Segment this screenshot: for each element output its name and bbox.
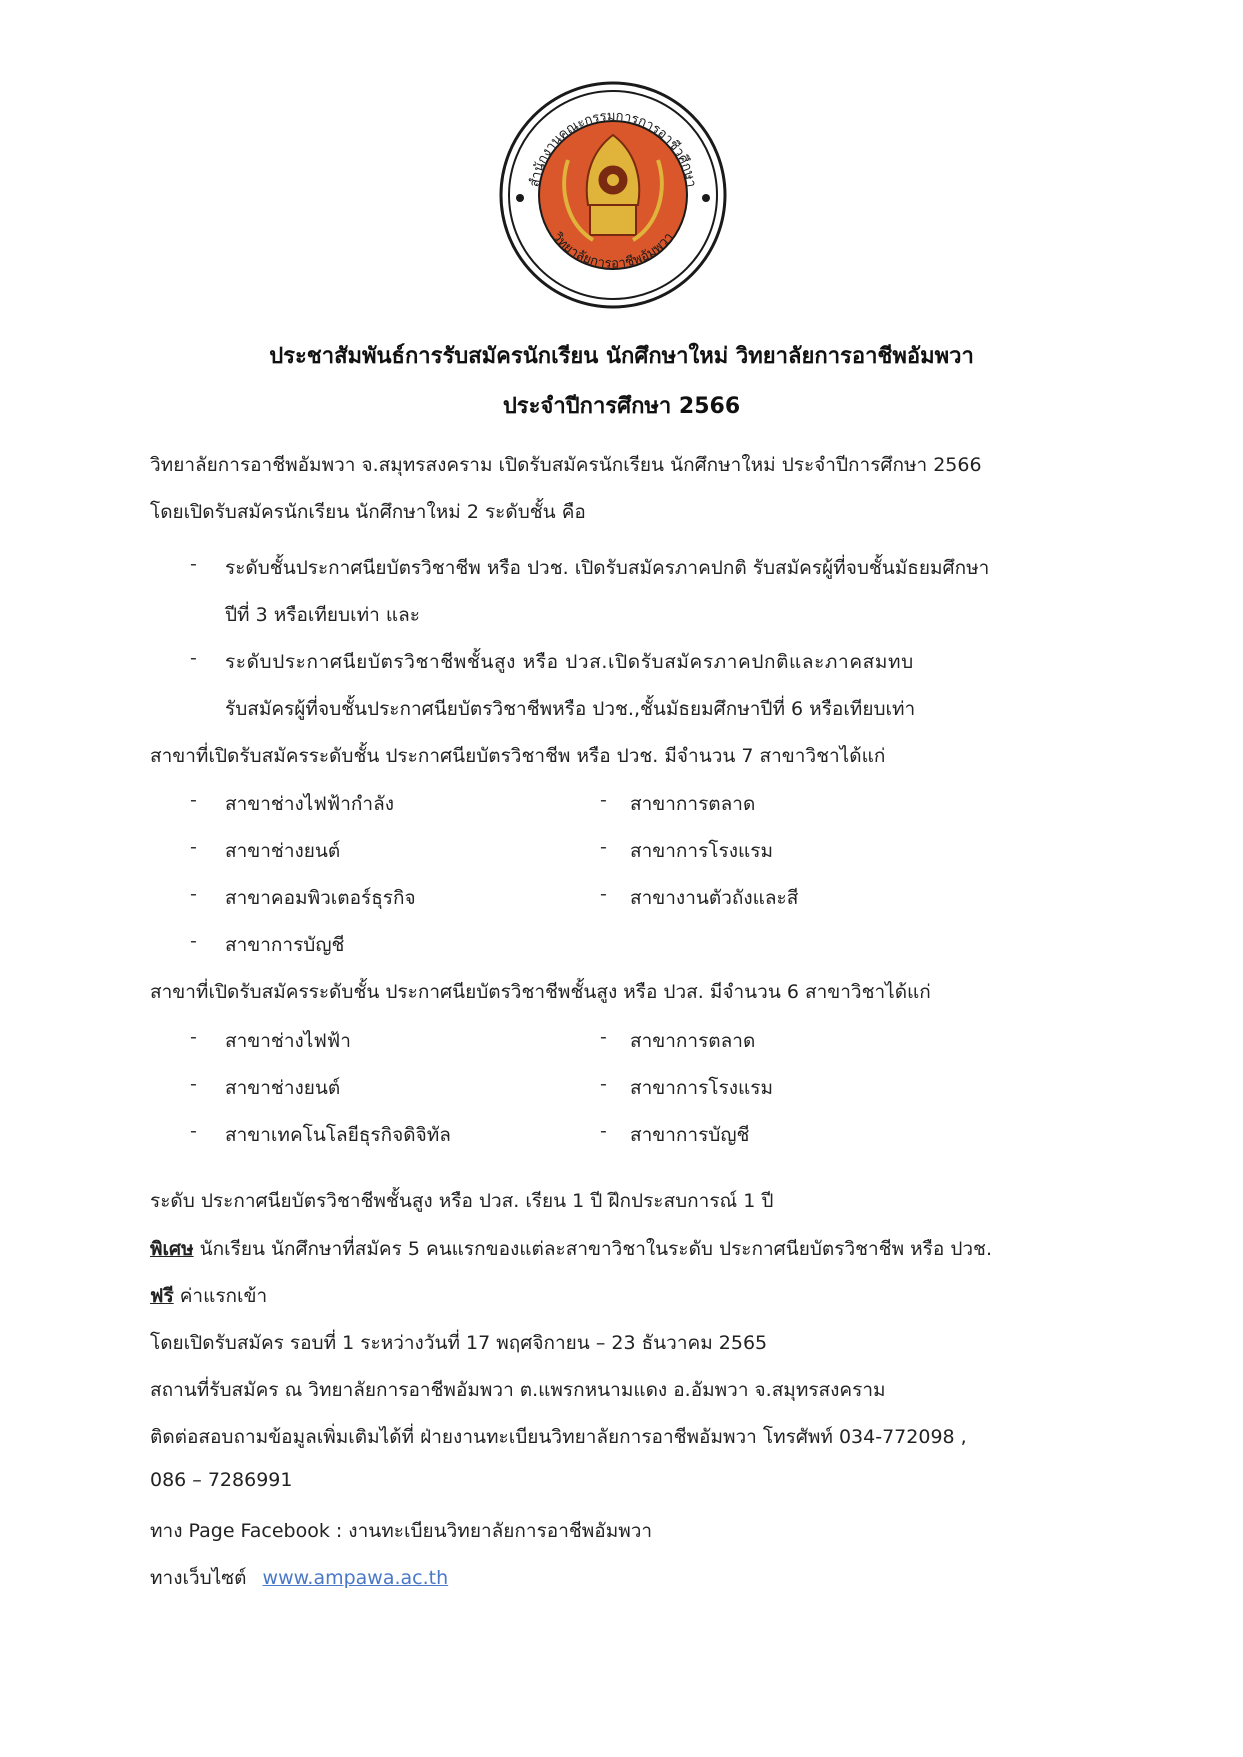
level-pvc-line-1: ระดับชั้นประกาศนียบัตรวิชาชีพ หรือ ปวช. เปิดรับสมัครภาคปกติ รับสมัครผู้ที่จบชั้นมัธยมศึกษา xyxy=(225,557,990,579)
bullet-dash: - xyxy=(190,930,197,952)
pvc-major: สาขาการตลาด xyxy=(630,793,756,815)
special-text: นักเรียน นักศึกษาที่สมัคร 5 คนแรกของแต่ละสาขาวิชาในระดับ ประกาศนียบัตรวิชาชีพ หรือ ปวช. xyxy=(193,1238,992,1260)
pvc-major: สาขาช่างยนต์ xyxy=(225,840,341,862)
free-text: ค่าแรกเข้า xyxy=(173,1285,268,1307)
special-offer xyxy=(150,1234,992,1264)
free-label: ฟรี xyxy=(150,1285,174,1307)
pvs-major: สาขาเทคโนโลยีธุรกิจดิจิทัล xyxy=(225,1124,451,1146)
intro-line-2: โดยเปิดรับสมัครนักเรียน นักศึกษาใหม่ 2 ระดับชั้น คือ xyxy=(150,501,586,523)
facebook-page: ทาง Page Facebook : งานทะเบียนวิทยาลัยการอาชีพอัมพวา xyxy=(150,1520,653,1542)
bullet-dash: - xyxy=(600,789,607,811)
pvc-major: สาขาช่างไฟฟ้ากำลัง xyxy=(225,793,394,815)
bullet-dash: - xyxy=(190,883,197,905)
bullet-dash: - xyxy=(600,1120,607,1142)
pvc-major: สาขาการบัญชี xyxy=(225,934,345,956)
bullet-dash: - xyxy=(600,883,607,905)
bullet-dash: - xyxy=(190,1073,197,1095)
college-emblem xyxy=(498,80,728,310)
level-pvs-line-2: รับสมัครผู้ที่จบชั้นประกาศนียบัตรวิชาชีพหรือ ปวช.,ชั้นมัธยมศึกษาปีที่ 6 หรือเทียบเท่า xyxy=(225,698,916,720)
academic-year-title: ประจำปีการศึกษา 2566 xyxy=(502,394,741,419)
bullet-dash: - xyxy=(190,647,197,669)
bullet-dash: - xyxy=(190,789,197,811)
pvc-major: สาขางานตัวถังและสี xyxy=(630,887,799,909)
intro-line-1: วิทยาลัยการอาชีพอัมพวา จ.สมุทรสงคราม เปิดรับสมัครนักเรียน นักศึกษาใหม่ ประจำปีการศึกษา 2566 xyxy=(150,454,982,476)
pvs-major: สาขาการโรงแรม xyxy=(630,1077,773,1099)
contact-phone-2: 086 – 7286991 xyxy=(150,1469,293,1491)
bullet-dash: - xyxy=(190,1026,197,1048)
level-pvc-line-2: ปีที่ 3 หรือเทียบเท่า และ xyxy=(225,604,420,626)
bullet-dash: - xyxy=(600,836,607,858)
website-link[interactable]: www.ampawa.ac.th xyxy=(262,1567,449,1589)
announcement-title: ประชาสัมพันธ์การรับสมัครนักเรียน นักศึกษาใหม่ วิทยาลัยการอาชีพอัมพวา xyxy=(269,344,974,369)
pvs-major: สาขาช่างไฟฟ้า xyxy=(225,1030,351,1052)
website-label: ทางเว็บไซต์ xyxy=(150,1567,247,1589)
bullet-dash: - xyxy=(600,1073,607,1095)
pvc-major: สาขาการโรงแรม xyxy=(630,840,773,862)
free-offer xyxy=(150,1281,267,1311)
special-label: พิเศษ xyxy=(150,1238,194,1260)
level-pvs-line-1: ระดับประกาศนียบัตรวิชาชีพชั้นสูง หรือ ปวส.เปิดรับสมัครภาคปกติและภาคสมทบ xyxy=(225,651,914,673)
pvc-major: สาขาคอมพิวเตอร์ธุรกิจ xyxy=(225,887,416,909)
pvs-major: สาขาการตลาด xyxy=(630,1030,756,1052)
pvs-note: ระดับ ประกาศนียบัตรวิชาชีพชั้นสูง หรือ ปวส. เรียน 1 ปี ฝึกประสบการณ์ 1 ปี xyxy=(150,1190,774,1212)
registration-round: โดยเปิดรับสมัคร รอบที่ 1 ระหว่างวันที่ 17 พฤศจิกายน – 23 ธันวาคม 2565 xyxy=(150,1332,768,1354)
pvc-majors-heading: สาขาที่เปิดรับสมัครระดับชั้น ประกาศนียบัตรวิชาชีพ หรือ ปวช. มีจำนวน 7 สาขาวิชาได้แก่ xyxy=(150,745,886,767)
pvs-major: สาขาช่างยนต์ xyxy=(225,1077,341,1099)
contact-info: ติดต่อสอบถามข้อมูลเพิ่มเติมได้ที่ ฝ่ายงานทะเบียนวิทยาลัยการอาชีพอัมพวา โทรศัพท์ 034-772098 , xyxy=(150,1426,967,1448)
pvs-majors-heading: สาขาที่เปิดรับสมัครระดับชั้น ประกาศนียบัตรวิชาชีพชั้นสูง หรือ ปวส. มีจำนวน 6 สาขาวิชาได้แก่ xyxy=(150,981,931,1003)
emblem-top-text: สำนักงานคณะกรรมการการอาชีวศึกษา xyxy=(527,108,699,189)
pvs-major: สาขาการบัญชี xyxy=(630,1124,750,1146)
bullet-dash: - xyxy=(600,1026,607,1048)
registration-place: สถานที่รับสมัคร ณ วิทยาลัยการอาชีพอัมพวา ต.แพรกหนามแดง อ.อัมพวา จ.สมุทรสงคราม xyxy=(150,1379,886,1401)
website-line xyxy=(150,1563,448,1593)
bullet-dash: - xyxy=(190,553,197,575)
emblem-bottom-text: วิทยาลัยการอาชีพอัมพวา xyxy=(549,229,677,272)
bullet-dash: - xyxy=(190,836,197,858)
bullet-dash: - xyxy=(190,1120,197,1142)
